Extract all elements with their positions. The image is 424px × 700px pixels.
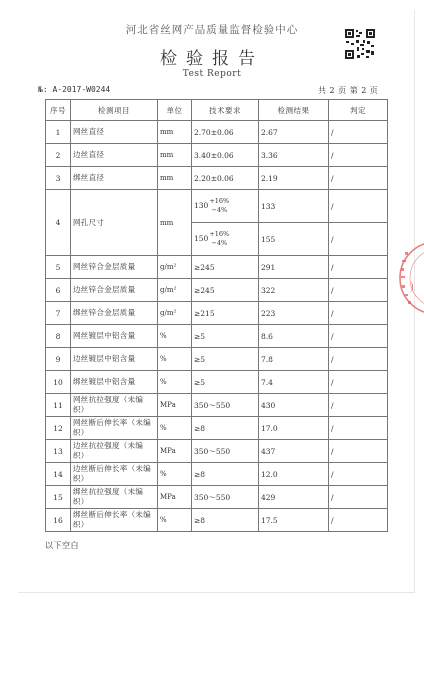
mesh-size-base: 150: [194, 234, 209, 243]
table-row: [46, 325, 388, 348]
row-unit: MPa: [158, 394, 192, 417]
row-requirement: ≥245: [192, 279, 259, 302]
test-results-table: [45, 99, 388, 532]
table-row: [46, 144, 388, 167]
row-requirement: ≥8: [192, 417, 259, 440]
row-verdict: /: [329, 463, 388, 486]
row-requirement-sub: [192, 190, 259, 223]
row-unit: %: [158, 325, 192, 348]
table-row: [46, 348, 388, 371]
tolerance-stack: [209, 230, 229, 248]
table-row: [46, 302, 388, 325]
column-header-result: 检测结果: [259, 100, 329, 121]
table-header-row: [46, 100, 388, 121]
row-item: 网丝镀层中铝含量: [71, 325, 158, 348]
row-requirement: ≥5: [192, 348, 259, 371]
row-verdict: /: [329, 223, 388, 256]
row-no: 10: [46, 371, 71, 394]
row-verdict: /: [329, 348, 388, 371]
row-result: 2.67: [259, 121, 329, 144]
tolerance-stack: [209, 197, 229, 215]
row-item: 边丝镀层中铝含量: [71, 348, 158, 371]
row-no: 2: [46, 144, 71, 167]
row-verdict: /: [329, 144, 388, 167]
row-item: 绑丝锌合金层质量: [71, 302, 158, 325]
row-no: 14: [46, 463, 71, 486]
row-requirement: 3.40±0.06: [192, 144, 259, 167]
mesh-size-base: 130: [194, 201, 209, 210]
row-result: 12.0: [259, 463, 329, 486]
column-header-unit: 单位: [158, 100, 192, 121]
report-number: №: A-2017-W0244: [38, 85, 111, 94]
row-requirement: ≥5: [192, 371, 259, 394]
row-unit: mm: [158, 121, 192, 144]
row-item: 网孔尺寸: [71, 190, 158, 256]
row-requirement-sub: [192, 223, 259, 256]
row-no: 11: [46, 394, 71, 417]
row-result: 8.6: [259, 325, 329, 348]
table-row: [46, 121, 388, 144]
row-item: 边丝断后伸长率（未编织）: [71, 463, 158, 486]
row-verdict: /: [329, 417, 388, 440]
row-item: 绑丝断后伸长率（未编织）: [71, 509, 158, 532]
row-result: 430: [259, 394, 329, 417]
row-requirement: ≥5: [192, 325, 259, 348]
row-no: 6: [46, 279, 71, 302]
row-item: 边丝直径: [71, 144, 158, 167]
column-header-verdict: 判定: [329, 100, 388, 121]
row-unit: mm: [158, 144, 192, 167]
row-no: 16: [46, 509, 71, 532]
row-item: 绑丝镀层中铝含量: [71, 371, 158, 394]
table-row: [46, 167, 388, 190]
page-indicator: 共 2 页 第 2 页: [318, 86, 379, 95]
row-no: 13: [46, 440, 71, 463]
row-verdict: /: [329, 486, 388, 509]
row-unit: MPa: [158, 440, 192, 463]
table-row: [46, 190, 388, 223]
report-subtitle: Test Report: [182, 69, 242, 79]
row-unit: %: [158, 417, 192, 440]
row-unit: g/m²: [158, 279, 192, 302]
row-unit: g/m²: [158, 302, 192, 325]
row-result: 2.19: [259, 167, 329, 190]
row-verdict: /: [329, 279, 388, 302]
row-no: 1: [46, 121, 71, 144]
svg-text:): ): [410, 282, 414, 293]
row-verdict: /: [329, 302, 388, 325]
row-item: 边丝锌合金层质量: [71, 279, 158, 302]
row-item: 网丝断后伸长率（未编织）: [71, 417, 158, 440]
table-row: [46, 279, 388, 302]
row-requirement: 2.70±0.06: [192, 121, 259, 144]
row-requirement: ≥245: [192, 256, 259, 279]
row-result: 3.36: [259, 144, 329, 167]
row-result: 155: [259, 223, 329, 256]
row-result: 7.8: [259, 348, 329, 371]
row-requirement: 350～550: [192, 394, 259, 417]
row-verdict: /: [329, 509, 388, 532]
row-no: 3: [46, 167, 71, 190]
row-unit: %: [158, 371, 192, 394]
table-row: [46, 440, 388, 463]
official-seal-icon: [396, 238, 424, 318]
row-item: 网丝直径: [71, 121, 158, 144]
row-item: 绑丝直径: [71, 167, 158, 190]
row-no: 4: [46, 190, 71, 256]
row-unit: %: [158, 348, 192, 371]
row-no: 5: [46, 256, 71, 279]
row-unit: %: [158, 463, 192, 486]
row-result: 437: [259, 440, 329, 463]
row-unit: MPa: [158, 486, 192, 509]
qr-code-icon: [344, 28, 376, 60]
table-row: [46, 371, 388, 394]
row-item: 网丝锌合金层质量: [71, 256, 158, 279]
row-result: 223: [259, 302, 329, 325]
row-verdict: /: [329, 167, 388, 190]
report-title: 检验报告: [160, 49, 264, 69]
row-result: 429: [259, 486, 329, 509]
row-item: 绑丝抗拉强度（未编织）: [71, 486, 158, 509]
column-header-no: 序号: [46, 100, 71, 121]
row-item: 网丝抗拉强度（未编织）: [71, 394, 158, 417]
table-row: [46, 394, 388, 417]
row-requirement: 350～550: [192, 486, 259, 509]
row-requirement: 2.20±0.06: [192, 167, 259, 190]
row-requirement: 350～550: [192, 440, 259, 463]
row-verdict: /: [329, 256, 388, 279]
row-verdict: /: [329, 371, 388, 394]
row-verdict: /: [329, 394, 388, 417]
row-unit: g/m²: [158, 256, 192, 279]
table-row: [46, 486, 388, 509]
tolerance-plus: +16%: [209, 197, 230, 205]
row-verdict: /: [329, 190, 388, 223]
table-row: [46, 417, 388, 440]
row-verdict: /: [329, 121, 388, 144]
row-no: 7: [46, 302, 71, 325]
row-item: 边丝抗拉强度（未编织）: [71, 440, 158, 463]
row-requirement: ≥215: [192, 302, 259, 325]
table-row: [46, 509, 388, 532]
row-no: 12: [46, 417, 71, 440]
tolerance-minus: −4%: [211, 239, 228, 247]
row-verdict: /: [329, 325, 388, 348]
row-unit: mm: [158, 190, 192, 256]
row-unit: mm: [158, 167, 192, 190]
row-result: 17.0: [259, 417, 329, 440]
row-requirement: ≥8: [192, 463, 259, 486]
column-header-item: 检测项目: [71, 100, 158, 121]
row-result: 291: [259, 256, 329, 279]
row-no: 15: [46, 486, 71, 509]
row-result: 17.5: [259, 509, 329, 532]
row-result: 7.4: [259, 371, 329, 394]
tolerance-plus: +16%: [209, 230, 230, 238]
row-result: 322: [259, 279, 329, 302]
blank-below-note: 以下空白: [45, 541, 79, 550]
issuing-organization: 河北省丝网产品质量监督检验中心: [125, 24, 299, 36]
row-no: 8: [46, 325, 71, 348]
table-row: [46, 256, 388, 279]
row-verdict: /: [329, 440, 388, 463]
table-row: [46, 463, 388, 486]
column-header-requirement: 技术要求: [192, 100, 259, 121]
row-requirement: ≥8: [192, 509, 259, 532]
row-no: 9: [46, 348, 71, 371]
tolerance-minus: −4%: [211, 206, 228, 214]
row-unit: %: [158, 509, 192, 532]
row-result: 133: [259, 190, 329, 223]
